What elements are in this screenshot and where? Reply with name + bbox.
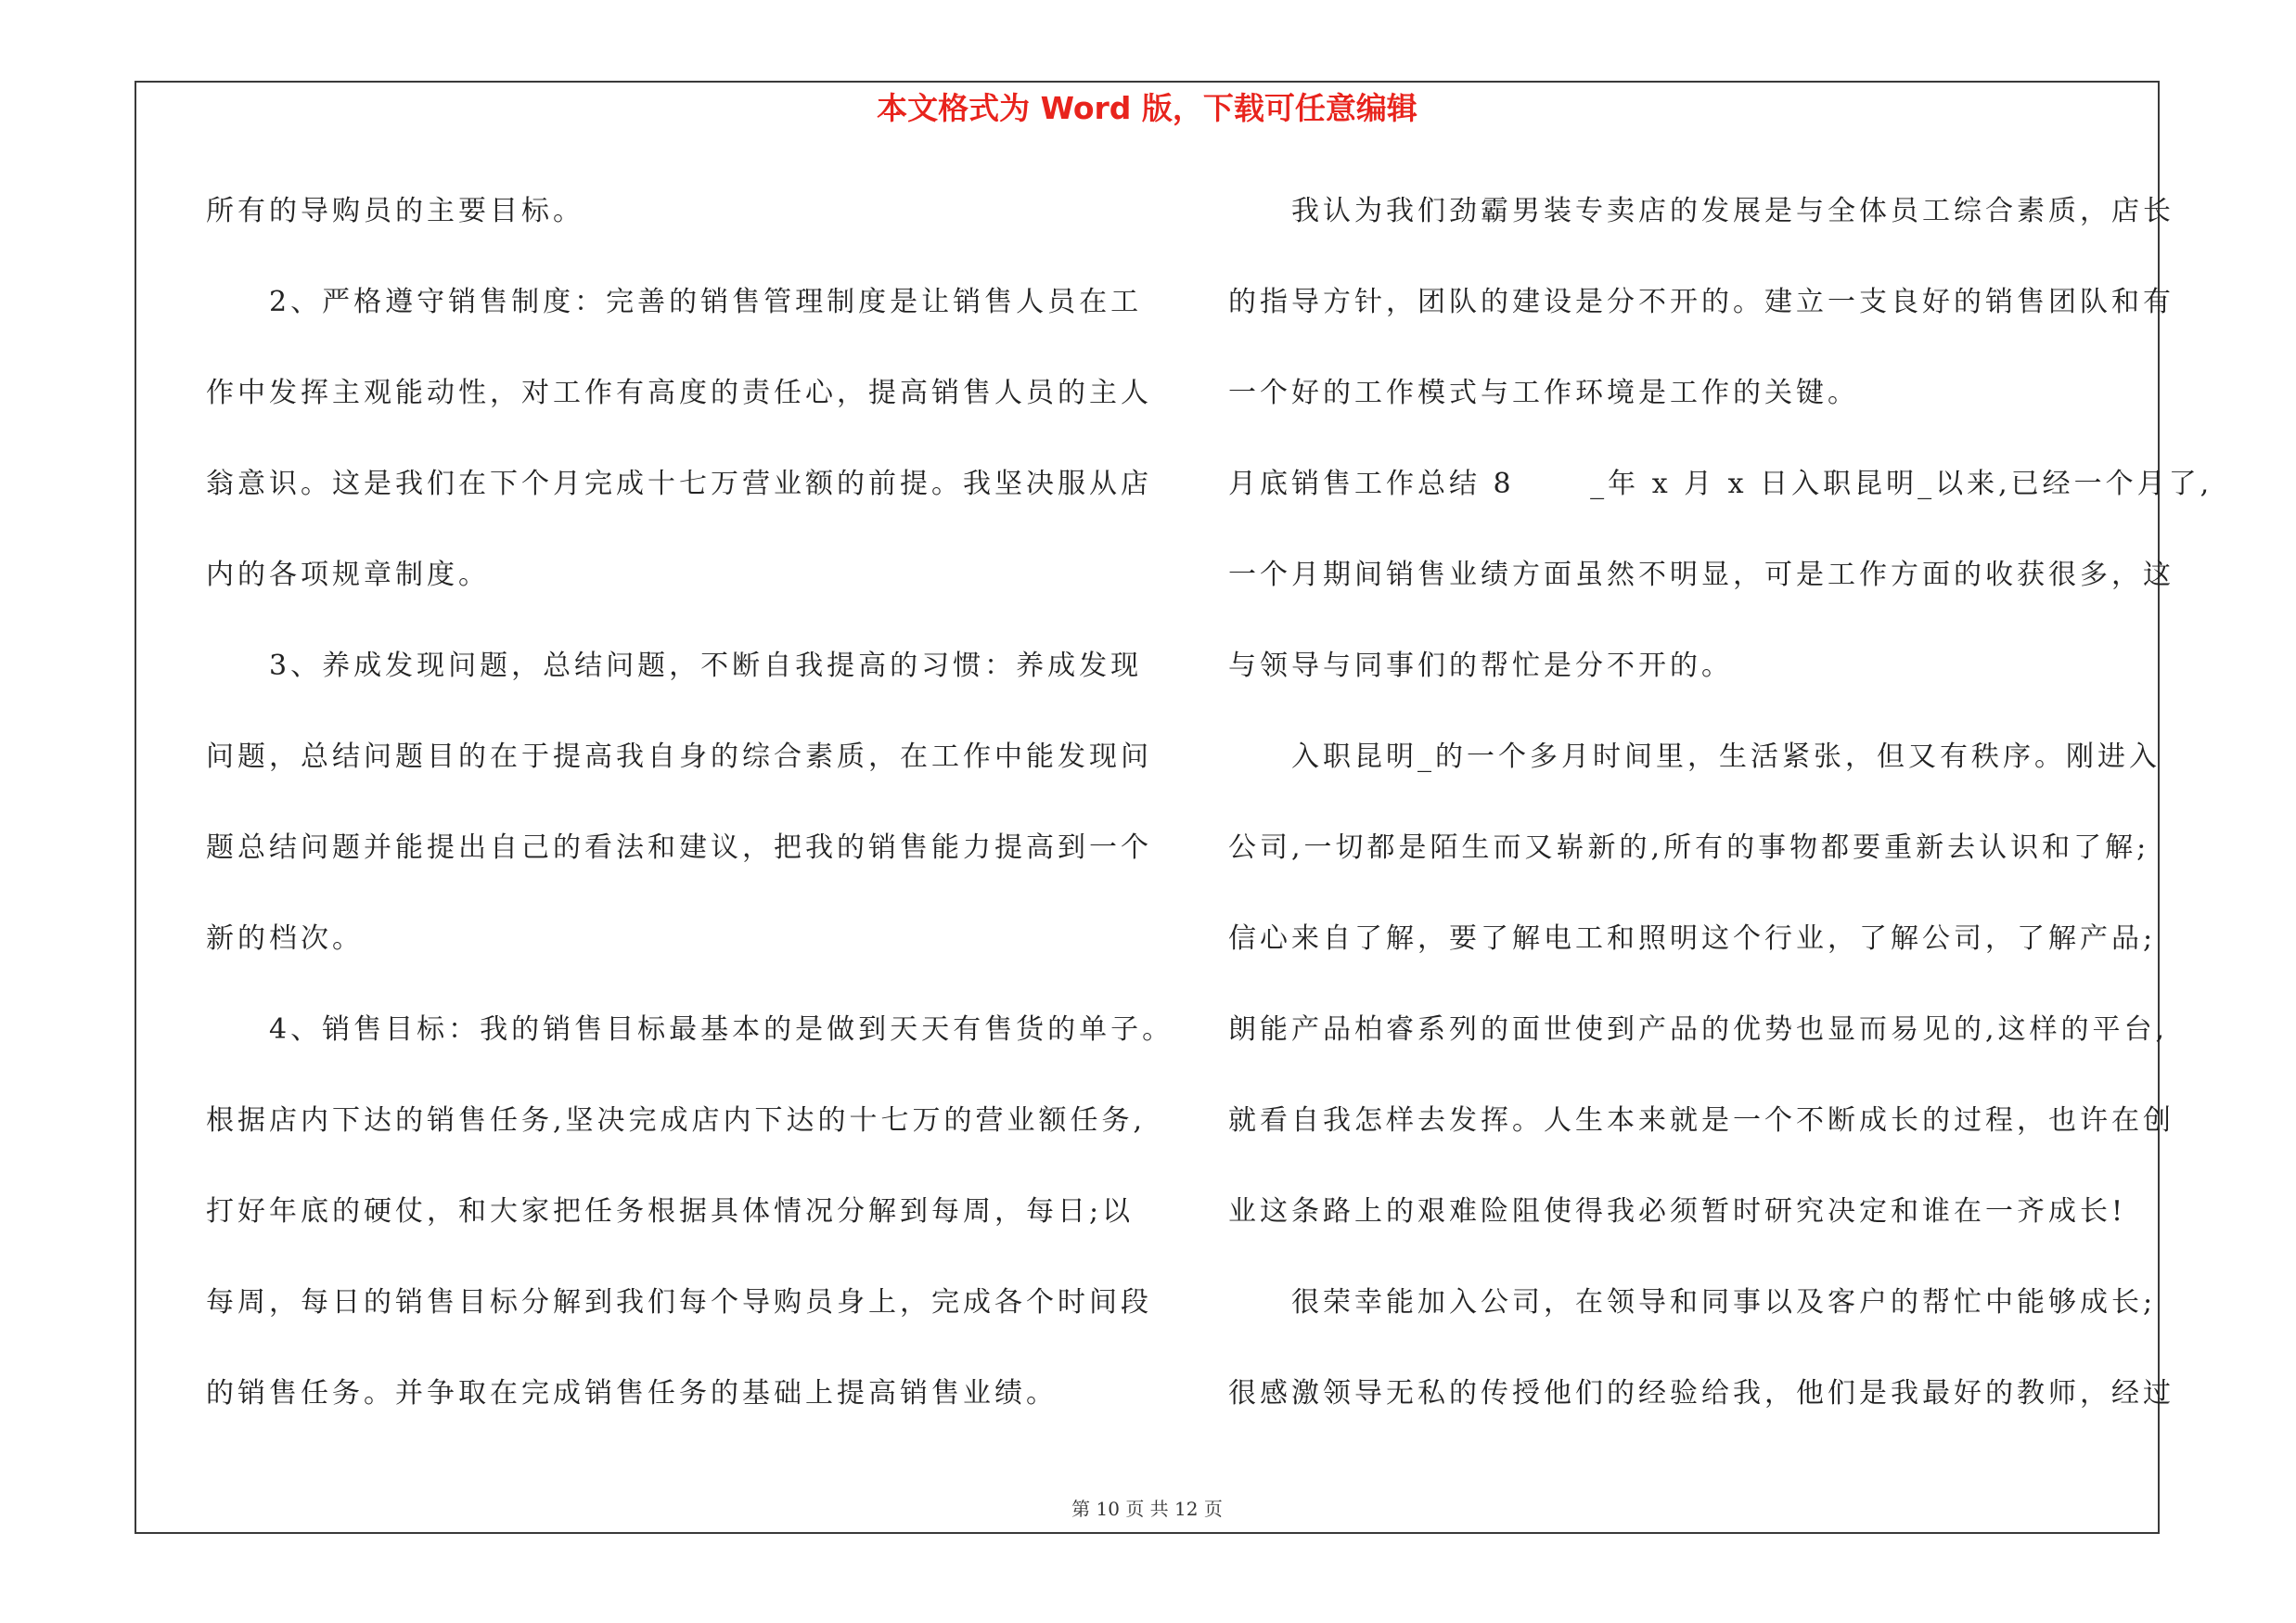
text-line: 很荣幸能加入公司，在领导和同事以及客户的帮忙中能够成长; [1228,1286,2157,1319]
text-line: 信心来自了解，要了解电工和照明这个行业，了解公司，了解产品; [1228,922,2157,955]
text-line: 业这条路上的艰难险阻使得我必须暂时研究决定和谁在一齐成长! [1228,1195,2127,1228]
text-line: 朗能产品柏睿系列的面世使到产品的优势也显而易见的,这样的平台, [1228,1013,2169,1046]
text-line: 根据店内下达的销售任务,坚决完成店内下达的十七万的营业额任务, [206,1104,1147,1137]
text-line: 内的各项规章制度。 [206,559,490,591]
text-line: 4、销售目标：我的销售目标最基本的是做到天天有售货的单子。 [206,1013,1174,1046]
text-line: 月底销售工作总结 8 _年 x 月 x 日入职昆明_以来,已经一个月了, [1228,468,2213,500]
text-line: 作中发挥主观能动性，对工作有高度的责任心，提高销售人员的主人 [206,377,1152,409]
text-line: 3、养成发现问题，总结问题，不断自我提高的习惯：养成发现 [206,650,1143,682]
header-banner: 本文格式为 Word 版，下载可任意编辑 [877,90,1417,126]
text-line: 翁意识。这是我们在下个月完成十七万营业额的前提。我坚决服从店 [206,468,1152,500]
text-line: 题总结问题并能提出自己的看法和建议，把我的销售能力提高到一个 [206,831,1152,864]
text-line: 所有的导购员的主要目标。 [206,195,584,227]
text-line: 就看自我怎样去发挥。人生本来就是一个不断成长的过程，也许在创 [1228,1104,2174,1137]
text-line: 一个月期间销售业绩方面虽然不明显，可是工作方面的收获很多，这 [1228,559,2174,591]
page-number-footer: 第 10 页 共 12 页 [1071,1498,1223,1520]
text-line: 入职昆明_的一个多月时间里，生活紧张，但又有秩序。刚进入 [1228,741,2161,773]
right-text-column [1228,181,2213,1454]
text-line: 的指导方针，团队的建设是分不开的。建立一支良好的销售团队和有 [1228,286,2174,318]
left-text-column [206,181,1174,1454]
text-line: 公司,一切都是陌生而又崭新的,所有的事物都要重新去认识和了解; [1228,831,2150,864]
text-line: 与领导与同事们的帮忙是分不开的。 [1228,650,1733,682]
text-line: 打好年底的硬仗，和大家把任务根据具体情况分解到每周，每日;以 [206,1195,1135,1228]
text-line: 一个好的工作模式与工作环境是工作的关键。 [1228,377,1859,409]
text-line: 新的档次。 [206,922,364,955]
text-line: 2、严格遵守销售制度：完善的销售管理制度是让销售人员在工 [206,286,1143,318]
text-line: 的销售任务。并争取在完成销售任务的基础上提高销售业绩。 [206,1377,1058,1410]
text-line: 问题，总结问题目的在于提高我自身的综合素质，在工作中能发现问 [206,741,1152,773]
text-line: 每周，每日的销售目标分解到我们每个导购员身上，完成各个时间段 [206,1286,1152,1319]
text-line: 很感激领导无私的传授他们的经验给我，他们是我最好的教师，经过 [1228,1377,2174,1410]
text-line: 我认为我们劲霸男装专卖店的发展是与全体员工综合素质，店长 [1228,195,2174,227]
